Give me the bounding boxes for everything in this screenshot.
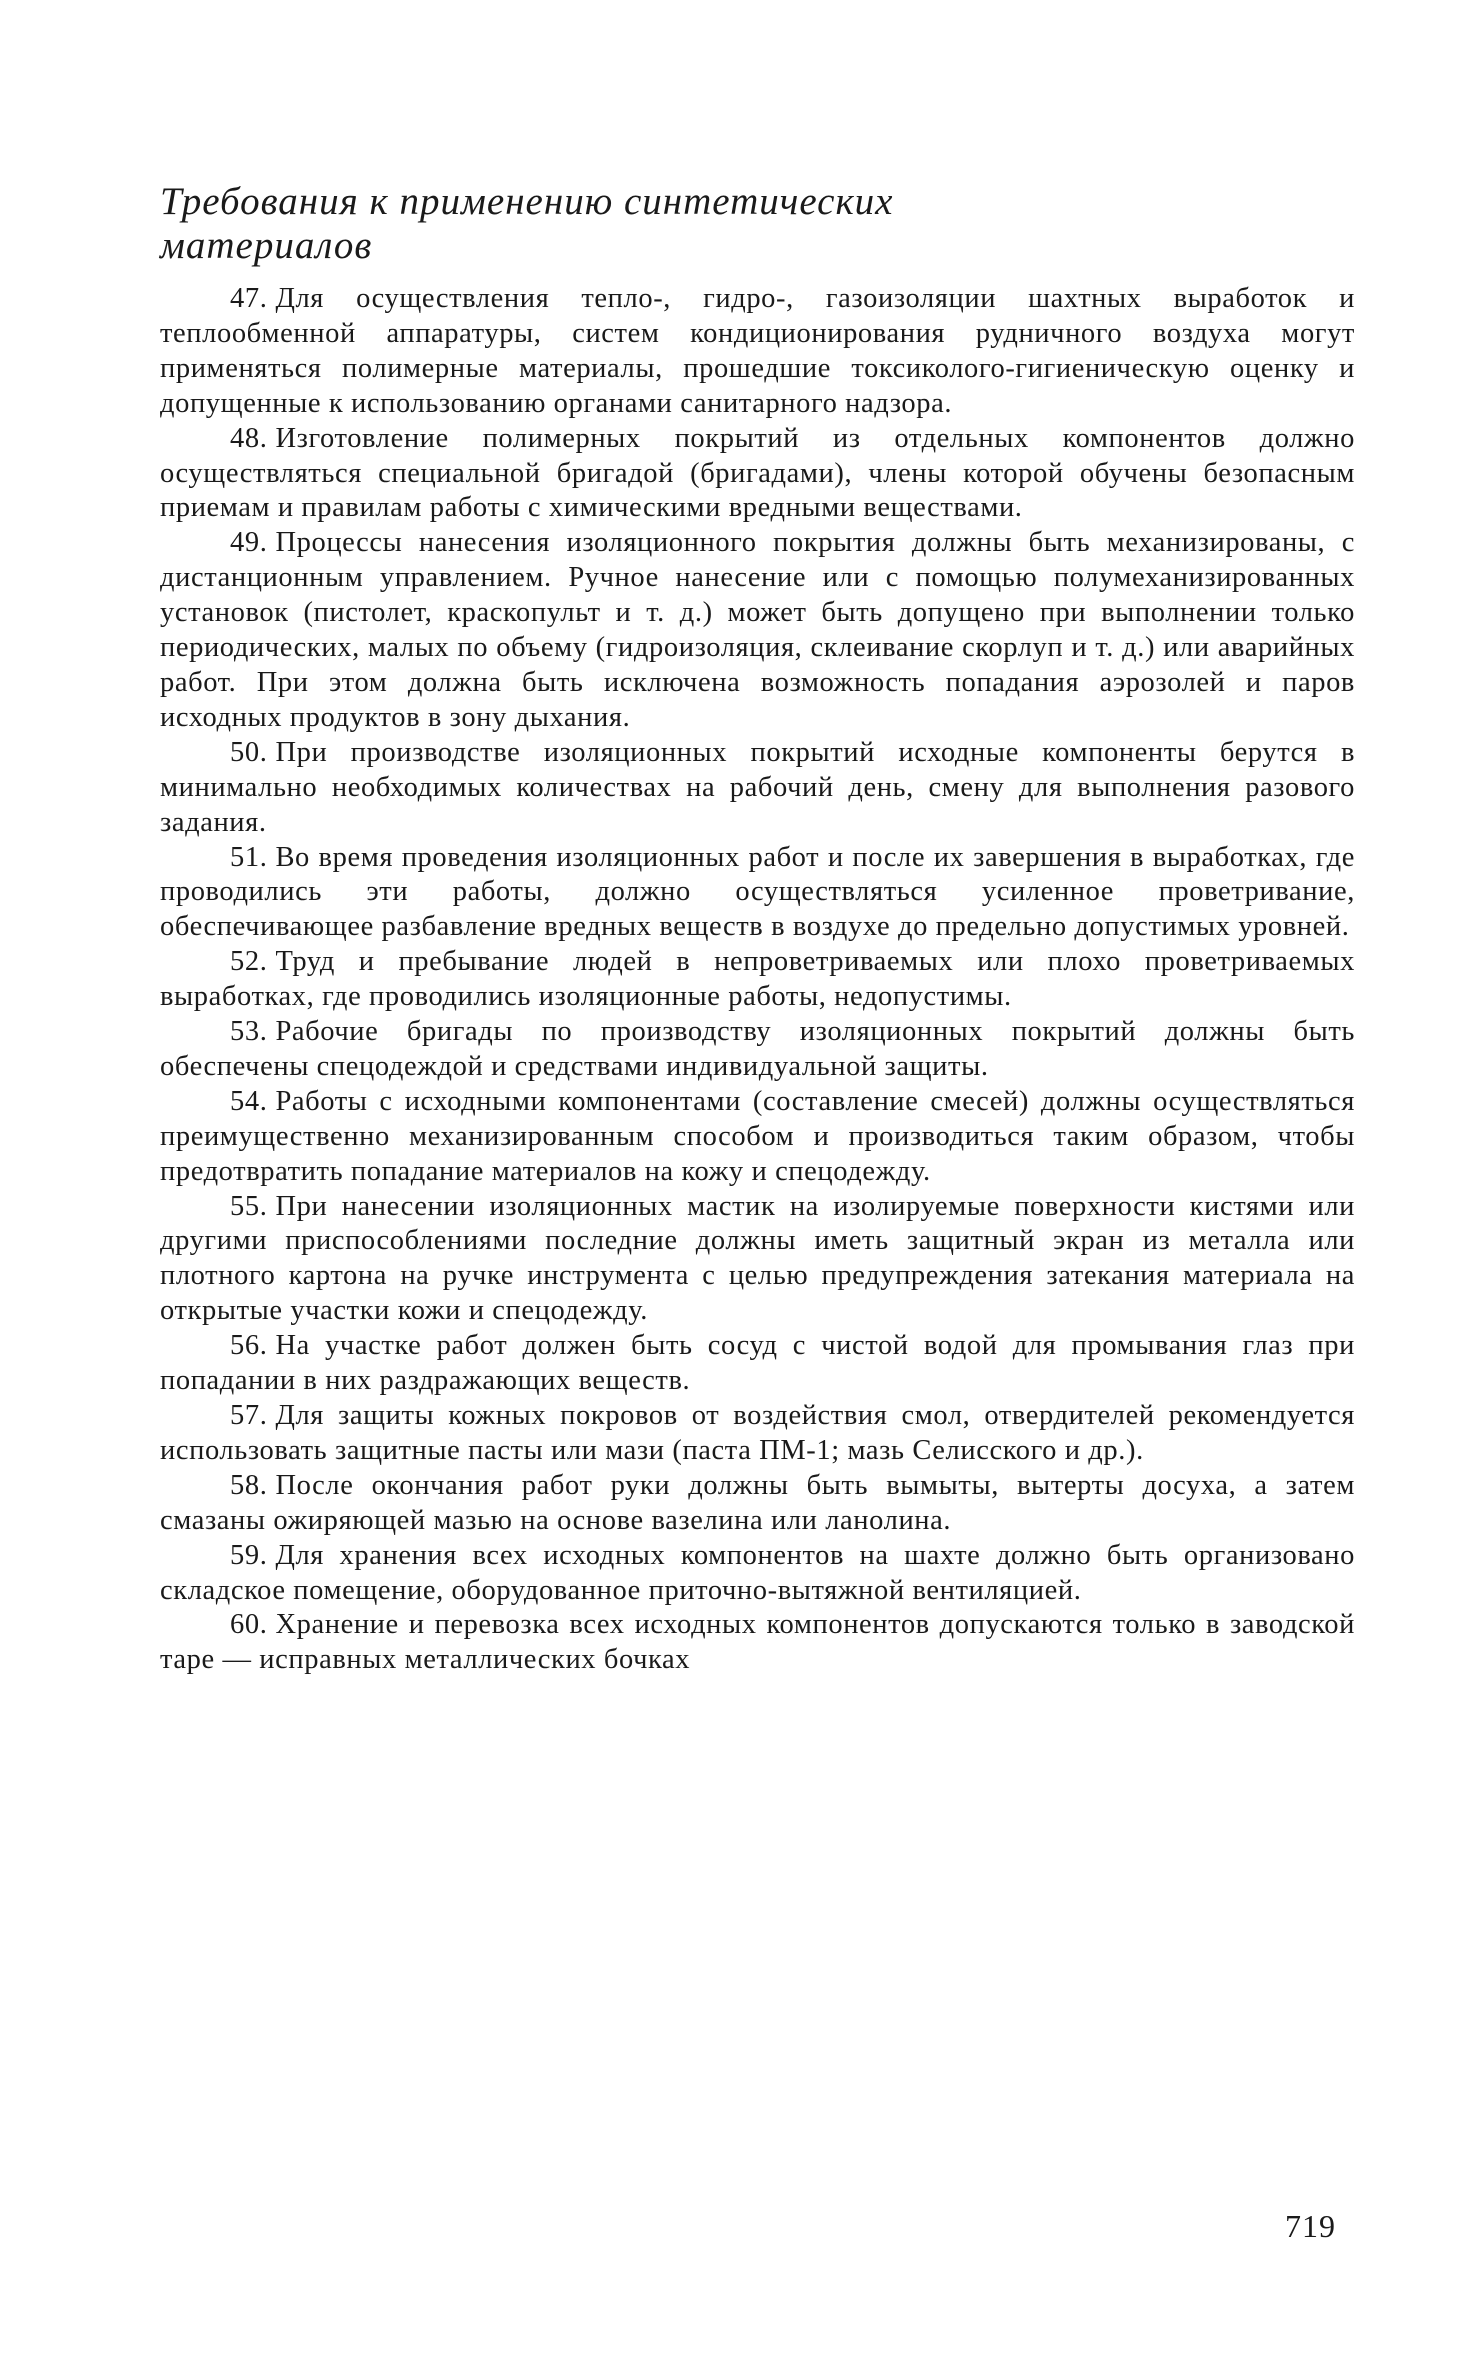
paragraph-text: Для хранения всех исходных компонентов на шахте должно быть организовано складское помещение, оборудованное приточно-вытяжной вентиляцией. <box>160 1539 1355 1606</box>
paragraph-55 <box>160 1190 1355 1330</box>
paragraph-60 <box>160 1608 1355 1678</box>
paragraph-text: При нанесении изоляционных мастик на изолируемые поверхности кистями или другими приспособлениями последние должны иметь защитный экран из металла или плотного картона на ручке инструмента с целью предупреждения затекания материала на открытые участки кожи и спецодежду. <box>160 1190 1355 1327</box>
paragraph-text: Работы с исходными компонентами (составление смесей) должны осуществляться преимущественно механизированным способом и производиться таким образом, чтобы предотвратить попадание материалов на кожу и спецодежду. <box>160 1085 1355 1187</box>
paragraph-59 <box>160 1539 1355 1609</box>
paragraph-number: 48. <box>230 422 268 454</box>
paragraph-number: 57. <box>230 1400 268 1431</box>
paragraph-text: Рабочие бригады по производству изоляционных покрытий должны быть обеспечены спецодеждой и средствами индивидуальной защиты. <box>160 1016 1355 1082</box>
paragraph-number: 52. <box>230 946 268 978</box>
paragraph-text: На участке работ должен быть сосуд с чистой водой для промывания глаз при попадании в них раздражающих веществ. <box>160 1330 1355 1397</box>
paragraph-number: 51. <box>230 841 268 873</box>
paragraph-text: Процессы нанесения изоляционного покрытия должны быть механизированы, с дистанционным управлением. Ручное нанесение или с помощью полумеханизированных установок (пистолет, краскопульт и т. д.) может быть допущено при выполнении только периодических, малых по объему (гидроизоляция, склеивание скорлуп и т. д.) или аварийных работ. При этом должна быть исключена возможность попадания аэрозолей и паров исходных продуктов в зону дыхания. <box>160 527 1355 733</box>
paragraph-number: 54. <box>230 1085 268 1117</box>
paragraph-number: 59. <box>230 1539 268 1571</box>
paragraph-47 <box>160 282 1355 422</box>
paragraph-number: 49. <box>230 527 268 559</box>
paragraph-50 <box>160 736 1355 841</box>
paragraph-56 <box>160 1329 1355 1399</box>
paragraph-number: 56. <box>230 1330 268 1362</box>
paragraph-57 <box>160 1399 1355 1469</box>
section-title <box>160 180 1355 268</box>
paragraph-number: 58. <box>230 1469 268 1501</box>
paragraph-49 <box>160 526 1355 735</box>
paragraph-52 <box>160 945 1355 1015</box>
paragraph-text: Хранение и перевозка всех исходных компонентов допускаются только в заводской таре — исправных металлических бочках <box>160 1609 1355 1676</box>
paragraph-text: Для осуществления тепло-, гидро-, газоизоляции шахтных выработок и теплообменной аппаратуры, систем кондиционирования рудничного воздуха могут применяться полимерные материалы, прошедшие токсиколого-гигиеническую оценку и допущенные к использованию органами санитарного надзора. <box>160 283 1355 419</box>
page-body <box>160 180 1355 1678</box>
page-number: 719 <box>1285 2208 1336 2244</box>
paragraph-54 <box>160 1085 1355 1190</box>
section-title-line-2: материалов <box>160 224 373 267</box>
paragraph-text: Для защиты кожных покровов от воздействия смол, отвердителей рекомендуется использовать защитные пасты или мази (паста ПМ-1; мазь Селисского и др.). <box>160 1400 1355 1466</box>
paragraph-text: Во время проведения изоляционных работ и после их завершения в выработках, где проводились эти работы, должно осуществляться усиленное проветривание, обеспечивающее разбавление вредных веществ в воздухе до предельно допустимых уровней. <box>160 841 1355 943</box>
paragraph-text: Труд и пребывание людей в непроветриваемых или плохо проветриваемых выработках, где проводились изоляционные работы, недопустимы. <box>160 946 1355 1013</box>
paragraph-number: 60. <box>230 1609 268 1641</box>
paragraph-text: При производстве изоляционных покрытий исходные компоненты берутся в минимально необходимых количествах на рабочий день, смену для выполнения разового задания. <box>160 736 1355 838</box>
paragraph-48 <box>160 422 1355 527</box>
paragraph-number: 47. <box>230 283 268 314</box>
section-title-line-1: Требования к применению синтетических <box>160 180 894 223</box>
paragraph-number: 55. <box>230 1190 268 1222</box>
paragraph-53 <box>160 1015 1355 1085</box>
paragraph-number: 53. <box>230 1016 268 1048</box>
paragraph-51 <box>160 841 1355 946</box>
paragraph-58 <box>160 1469 1355 1539</box>
paragraph-number: 50. <box>230 736 268 768</box>
paragraph-text: Изготовление полимерных покрытий из отдельных компонентов должно осуществляться специальной бригадой (бригадами), члены которой обучены безопасным приемам и правилам работы с химическими вредными веществами. <box>160 422 1355 524</box>
paragraph-text: После окончания работ руки должны быть вымыты, вытерты досуха, а затем смазаны ожиряющей мазью на основе вазелина или ланолина. <box>160 1469 1355 1536</box>
